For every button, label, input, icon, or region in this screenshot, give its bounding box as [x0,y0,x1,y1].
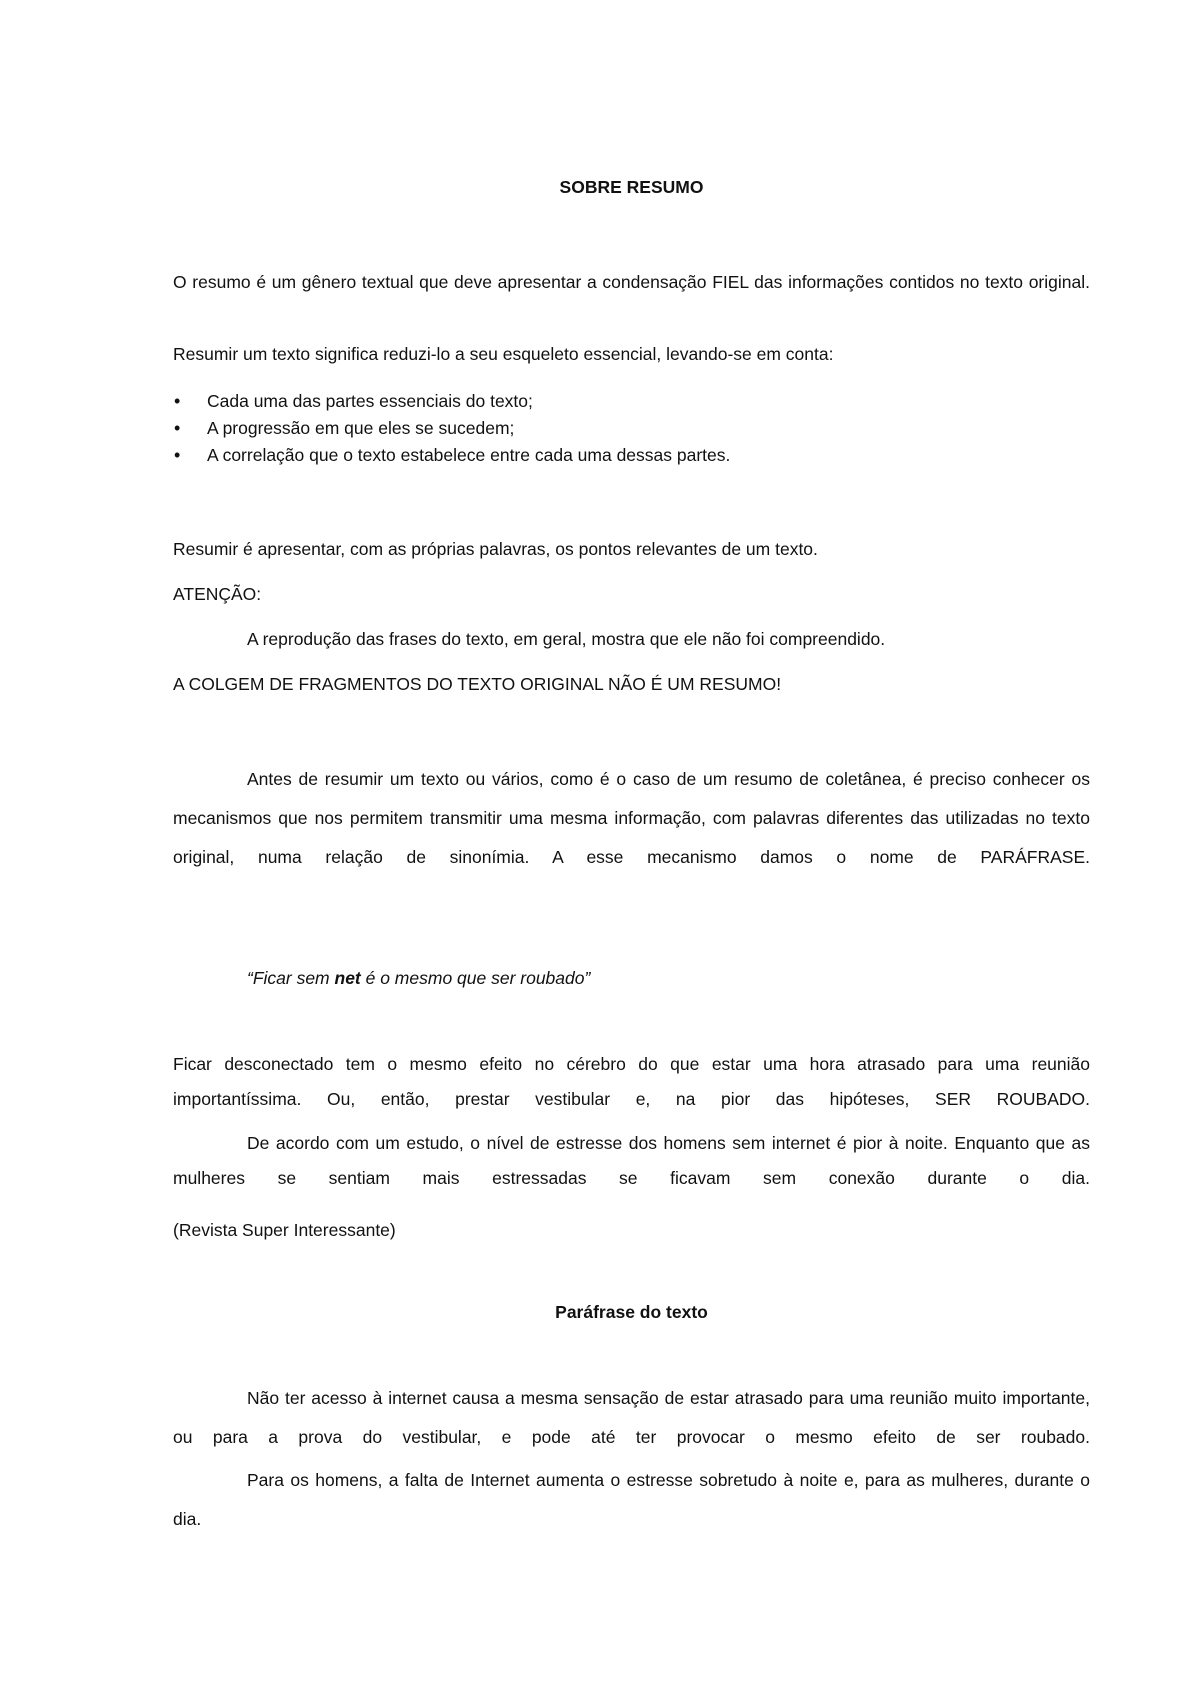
paraphrase-paragraph-2: Para os homens, a falta de Internet aumenta o estresse sobretudo à noite e, para as mulheres, durante o dia. [173,1470,1090,1529]
bullet-icon: • [174,391,181,411]
source-text-paragraph-2: De acordo com um estudo, o nível de estresse dos homens sem internet é pior à noite. Enquanto que as mulheres se sentiam mais estressadas se ficavam sem conexão durante o dia. [173,1133,1090,1188]
source-text-paragraph-1: Ficar desconectado tem o mesmo efeito no cérebro do que estar uma hora atrasado para uma reunião importantíssima. Ou, então, prestar vestibular e, na pior das hipóteses, SER ROUBADO. [173,1054,1090,1109]
source-citation: (Revista Super Interessante) [173,1220,396,1240]
example-quote: “Ficar sem net é o mesmo que ser roubado” [247,968,591,988]
list-item: • A progressão em que eles se sucedem; [173,415,1090,442]
page-title: SOBRE RESUMO [559,177,704,197]
intro-continuation: Resumir um texto significa reduzi-lo a seu esqueleto essencial, levando-se em conta: [173,344,834,364]
paraphrase-intro-paragraph: Antes de resumir um texto ou vários, como é o caso de um resumo de coletânea, é preciso conhecer os mecanismos que nos permitem transmitir uma mesma informação, com palavras diferentes das utilizadas no texto original, numa relação de sinonímia. A esse mecanismo damos o nome de PARÁFRASE. [173,769,1090,867]
paraphrase-heading: Paráfrase do texto [555,1302,708,1322]
list-item: • A correlação que o texto estabelece entre cada uma dessas partes. [173,442,1090,469]
intro-paragraph: O resumo é um gênero textual que deve apresentar a condensação FIEL das informações contidos no texto original. [173,272,1090,292]
essential-points-list [173,388,1090,469]
list-item: • Cada uma das partes essenciais do texto; [173,388,1090,415]
attention-text: A reprodução das frases do texto, em geral, mostra que ele não foi compreendido. [247,629,886,649]
bullet-icon: • [174,445,181,465]
collage-warning: A COLGEM DE FRAGMENTOS DO TEXTO ORIGINAL NÃO É UM RESUMO! [173,674,782,694]
bullet-icon: • [174,418,181,438]
paraphrase-paragraph-1: Não ter acesso à internet causa a mesma sensação de estar atrasado para uma reunião muito importante, ou para a prova do vestibular, e pode até ter provocar o mesmo efeito de ser roubado. [173,1388,1090,1447]
attention-label: ATENÇÃO: [173,584,262,604]
resumir-definition: Resumir é apresentar, com as próprias palavras, os pontos relevantes de um texto. [173,539,818,559]
